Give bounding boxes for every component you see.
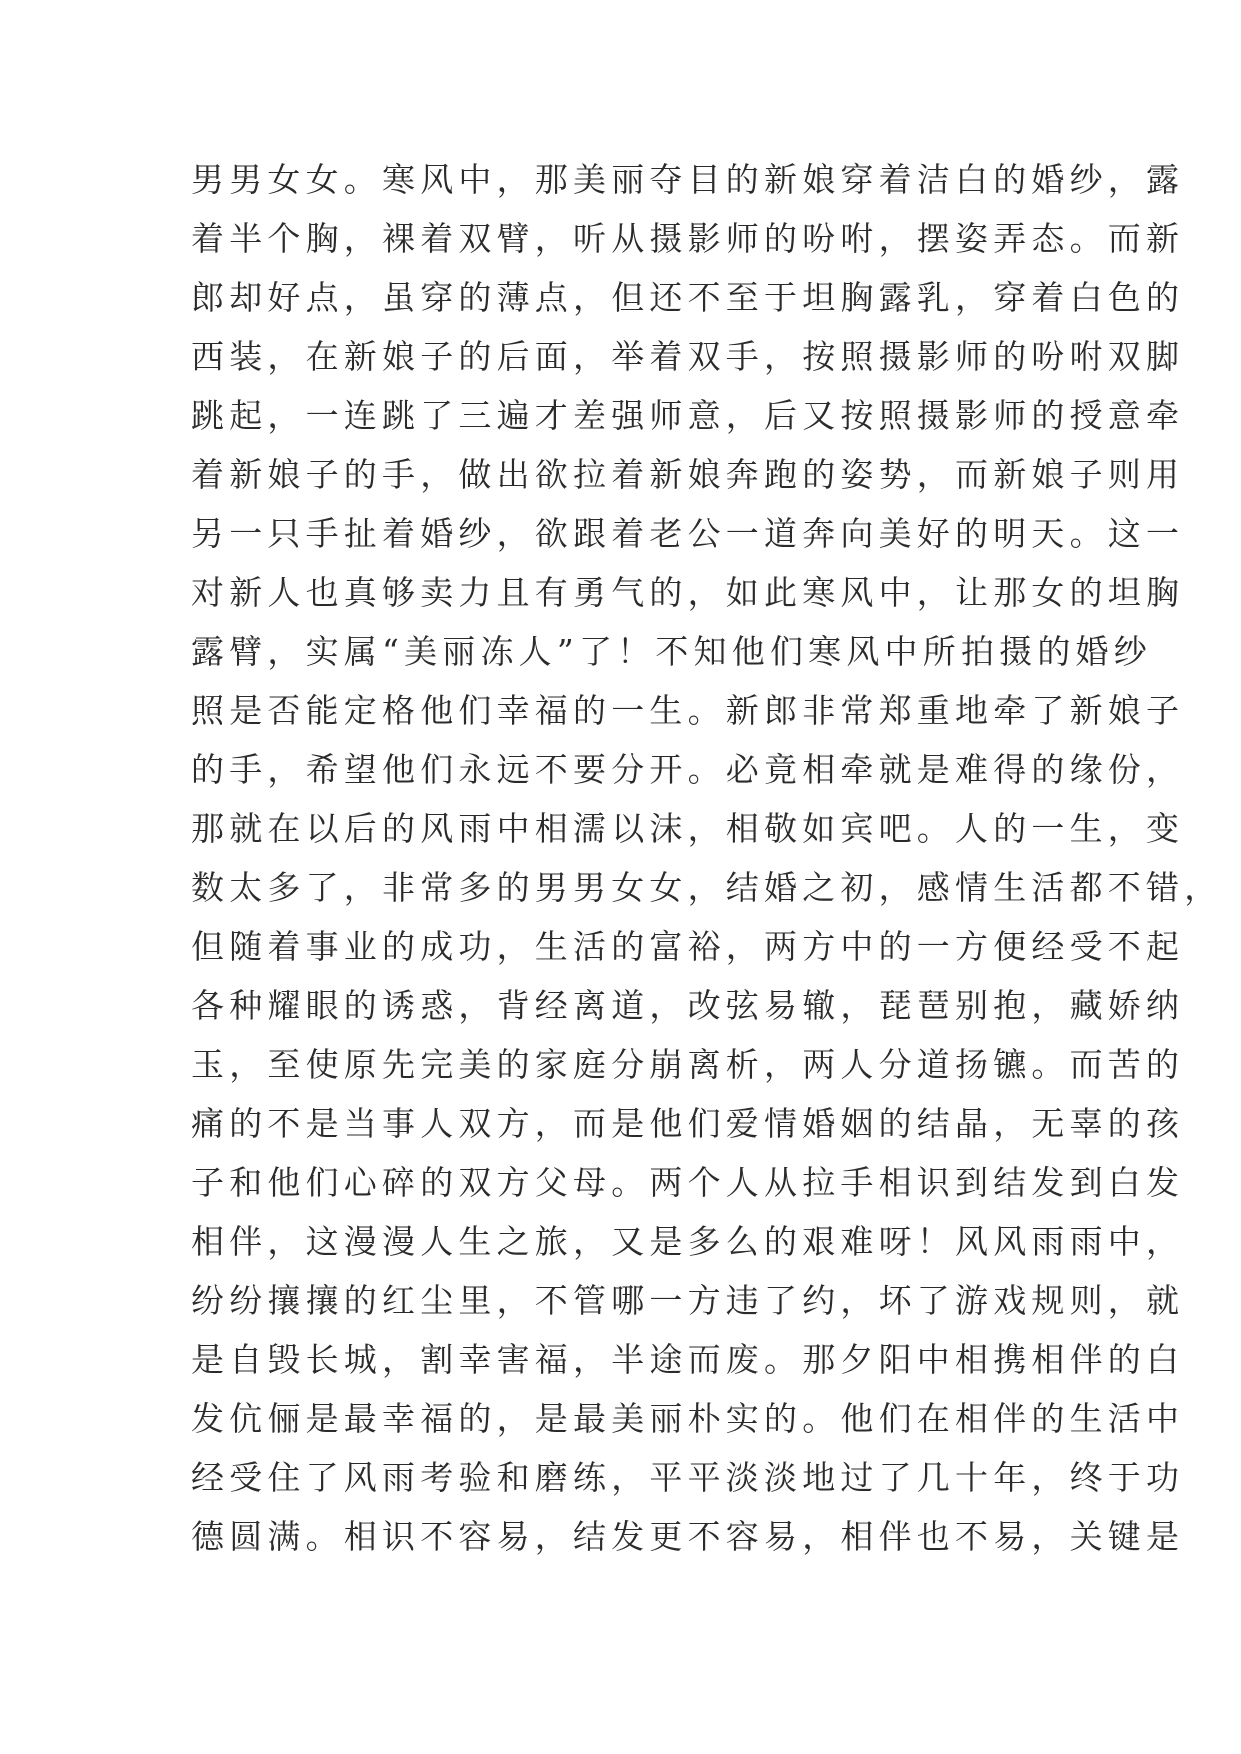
text-line-12: 那就在以后的风雨中相濡以沫，相敬如宾吧。人的一生，变 (191, 809, 1185, 848)
text-line-13: 数太多了，非常多的男男女女，结婚之初，感情生活都不错， (191, 868, 1223, 907)
text-line-5: 跳起，一连跳了三遍才差强师意，后又按照摄影师的授意牵 (191, 396, 1185, 435)
text-line-2: 着半个胸，裸着双臂，听从摄影师的吩咐，摆姿弄态。而新 (191, 219, 1185, 258)
text-line-11: 的手，希望他们永远不要分开。必竟相牵就是难得的缘份， (191, 750, 1185, 789)
text-line-9: 露臂，实属“美丽冻人”了！不知他们寒风中所拍摄的婚纱 (191, 632, 1152, 671)
text-line-10: 照是否能定格他们幸福的一生。新郎非常郑重地牵了新娘子 (191, 691, 1185, 730)
text-line-19: 相伴，这漫漫人生之旅，又是多么的艰难呀！风风雨雨中， (191, 1222, 1185, 1261)
body-paragraph (191, 150, 1223, 1566)
text-line-16: 玉，至使原先完美的家庭分崩离析，两人分道扬镳。而苦的 (191, 1045, 1185, 1084)
text-line-6: 着新娘子的手，做出欲拉着新娘奔跑的姿势，而新娘子则用 (191, 455, 1185, 494)
text-line-20: 纷纷攘攘的红尘里，不管哪一方违了约，坏了游戏规则，就 (191, 1281, 1185, 1320)
text-line-7: 另一只手扯着婚纱，欲跟着老公一道奔向美好的明天。这一 (191, 514, 1185, 553)
text-line-14: 但随着事业的成功，生活的富裕，两方中的一方便经受不起 (191, 927, 1185, 966)
text-line-24: 德圆满。相识不容易，结发更不容易，相伴也不易，关键是 (191, 1517, 1185, 1556)
text-line-17: 痛的不是当事人双方，而是他们爱情婚姻的结晶，无辜的孩 (191, 1104, 1185, 1143)
text-line-1: 男男女女。寒风中，那美丽夺目的新娘穿着洁白的婚纱，露 (191, 160, 1185, 199)
text-line-4: 西装，在新娘子的后面，举着双手，按照摄影师的吩咐双脚 (191, 337, 1185, 376)
text-line-22: 发伉俪是最幸福的，是最美丽朴实的。他们在相伴的生活中 (191, 1399, 1185, 1438)
text-line-23: 经受住了风雨考验和磨练，平平淡淡地过了几十年，终于功 (191, 1458, 1185, 1497)
text-line-21: 是自毁长城，割幸害福，半途而废。那夕阳中相携相伴的白 (191, 1340, 1185, 1379)
text-line-18: 子和他们心碎的双方父母。两个人从拉手相识到结发到白发 (191, 1163, 1185, 1202)
text-line-3: 郎却好点，虽穿的薄点，但还不至于坦胸露乳，穿着白色的 (191, 278, 1185, 317)
text-line-15: 各种耀眼的诱惑，背经离道，改弦易辙，琵琶别抱，藏娇纳 (191, 986, 1185, 1025)
text-line-8: 对新人也真够卖力且有勇气的，如此寒风中，让那女的坦胸 (191, 573, 1185, 612)
